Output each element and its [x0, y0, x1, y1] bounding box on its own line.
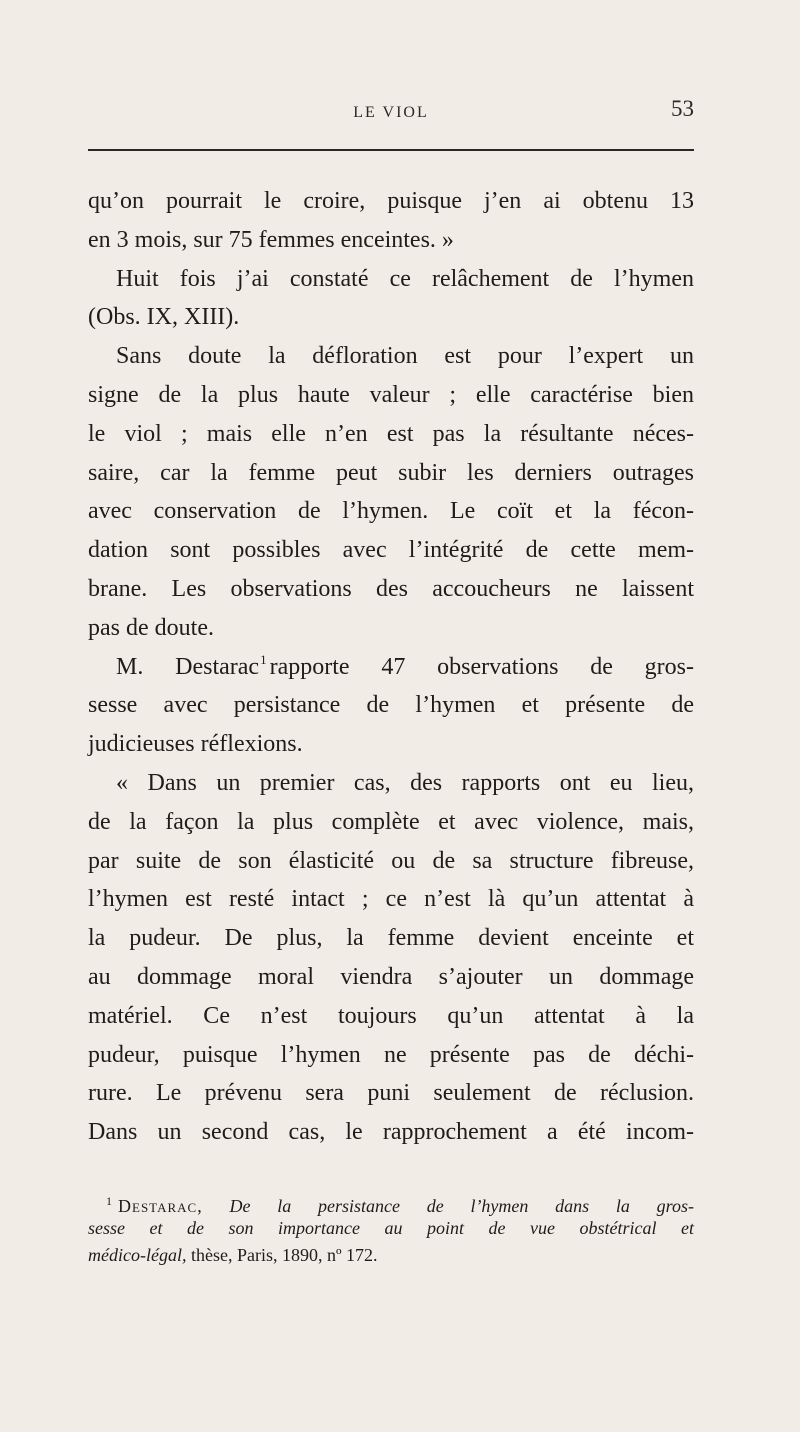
- footnote-line: sesse et de son importance au point de vue obstétrical et: [88, 1218, 694, 1238]
- text-line: qu’on pourrait le croire, puisque j’en ai obtenu 13: [88, 188, 694, 214]
- text-line: sesse avec persistance de l’hymen et présente de: [88, 692, 694, 719]
- text-line: Huit fois j’ai constaté ce relâchement de l’hymen: [116, 265, 694, 292]
- footnote-author: Destarac,: [118, 1196, 203, 1216]
- text-segment: M. Destarac: [116, 653, 260, 680]
- footnote-title: médico-légal,: [88, 1245, 187, 1265]
- text-line: dation sont possibles avec l’intégrité de cette mem-: [88, 537, 694, 564]
- text-line: [88, 648, 694, 687]
- footnote-area: [88, 1188, 694, 1269]
- text-line: pudeur, puisque l’hymen ne présente pas de déchi-: [88, 1041, 694, 1068]
- running-title: LE VIOL: [353, 104, 429, 121]
- text-line: la pudeur. De plus, la femme devient enceinte et: [88, 925, 694, 952]
- text-line: Sans doute la défloration est pour l’expert un: [116, 343, 694, 370]
- text-line: par suite de son élasticité ou de sa structure fibreuse,: [88, 847, 694, 874]
- footnote-mark: 1: [106, 1194, 112, 1208]
- text-line: l’hymen est resté intact ; ce n’est là qu’un attentat à: [88, 886, 694, 913]
- footnote-line: [88, 1242, 694, 1269]
- text-line: saire, car la femme peut subir les derniers outrages: [88, 459, 694, 486]
- text-line: brane. Les observations des accoucheurs ne laissent: [88, 575, 694, 602]
- text-line: (Obs. IX, XIII).: [88, 304, 240, 331]
- footnote-title: De la persistance de l’hymen dans la gros-: [229, 1196, 695, 1216]
- page-number: 53: [671, 96, 694, 121]
- text-line: en 3 mois, sur 75 femmes enceintes. »: [88, 226, 454, 253]
- text-line: de la façon la plus complète et avec violence, mais,: [88, 808, 694, 835]
- footnote-reference[interactable]: 1: [260, 651, 267, 667]
- text-line: rure. Le prévenu sera puni seulement de réclusion.: [88, 1080, 694, 1107]
- text-line: Dans un second cas, le rapprochement a été incom-: [88, 1119, 694, 1146]
- text-line: matériel. Ce n’est toujours qu’un attentat à la: [88, 1002, 694, 1029]
- text-line: avec conservation de l’hymen. Le coït et la fécon-: [88, 498, 694, 525]
- footnote-line: [88, 1188, 694, 1215]
- text-line: signe de la plus haute valeur ; elle caractérise bien: [88, 381, 694, 408]
- text-line: le viol ; mais elle n’en est pas la résultante néces-: [88, 420, 694, 447]
- header-rule: [88, 149, 694, 151]
- text-segment: rapporte 47 observations de gros-: [269, 653, 694, 680]
- footnote-details: thèse, Paris, 1890, nº 172.: [190, 1245, 378, 1265]
- text-line: au dommage moral viendra s’ajouter un dommage: [88, 963, 694, 990]
- text-line: « Dans un premier cas, des rapports ont eu lieu,: [116, 769, 694, 796]
- page-header: [88, 96, 694, 140]
- text-line: pas de doute.: [88, 614, 214, 641]
- body-text: [88, 182, 694, 1152]
- text-line: judicieuses réflexions.: [88, 731, 303, 758]
